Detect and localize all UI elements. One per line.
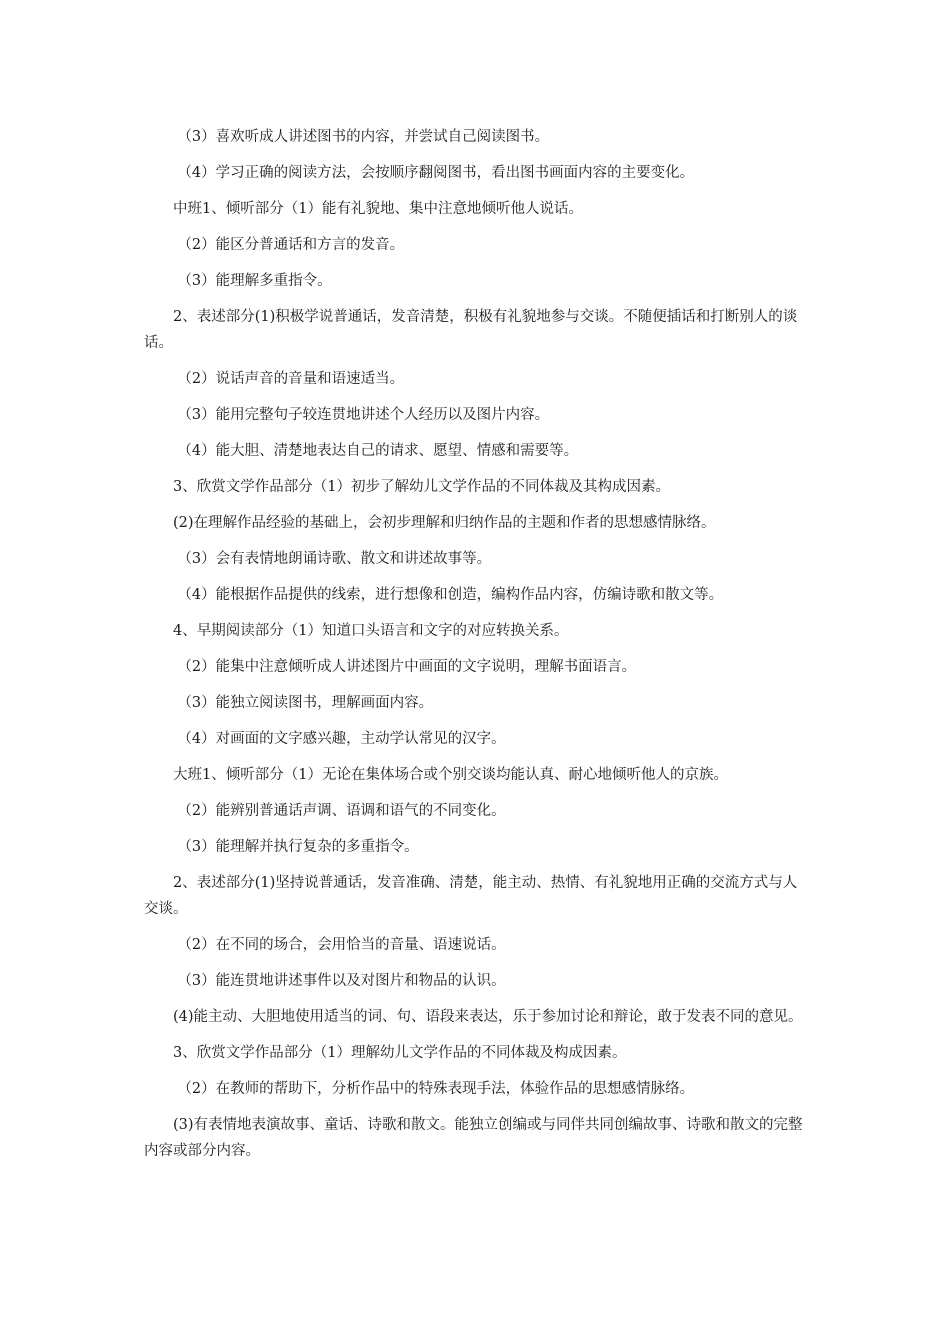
paragraph: （2）在教师的帮助下，分析作品中的特殊表现手法，体验作品的思想感情脉络。 (177, 1081, 695, 1097)
paragraph: （4）能大胆、清楚地表达自己的请求、愿望、情感和需要等。 (177, 443, 579, 459)
section-heading-paragraph: 2、表述部分(1)坚持说普通话，发音准确、清楚，能主动、热情、有礼貌地用正确的交流方式与人交谈。 (144, 875, 798, 917)
document-body (144, 124, 810, 1174)
paragraph: (3)有表情地表演故事、童话、诗歌和散文。能独立创编或与同伴共同创编故事、诗歌和散文的完整内容或部分内容。 (144, 1117, 803, 1159)
section-heading-paragraph: 2、表述部分(1)积极学说普通话，发音清楚，积极有礼貌地参与交谈。不随便插话和打断别人的谈话。 (144, 309, 798, 351)
paragraph: （4）对画面的文字感兴趣，主动学认常见的汉字。 (177, 731, 506, 747)
section-heading-paragraph: 3、欣赏文学作品部分（1）初步了解幼儿文学作品的不同体裁及其构成因素。 (173, 479, 670, 495)
section-heading-paragraph: 4、早期阅读部分（1）知道口头语言和文字的对应转换关系。 (173, 623, 569, 639)
paragraph: （3）能连贯地讲述事件以及对图片和物品的认识。 (177, 973, 506, 989)
paragraph: （4）学习正确的阅读方法，会按顺序翻阅图书，看出图书画面内容的主要变化。 (177, 165, 695, 181)
paragraph: （3）能独立阅读图书，理解画面内容。 (177, 695, 434, 711)
section-heading-paragraph: 中班1、倾听部分（1）能有礼貌地、集中注意地倾听他人说话。 (173, 201, 583, 217)
paragraph: （3）能理解并执行复杂的多重指令。 (177, 839, 419, 855)
paragraph: （3）会有表情地朗诵诗歌、散文和讲述故事等。 (177, 551, 492, 567)
paragraph: （2）说话声音的音量和语速适当。 (177, 371, 405, 387)
paragraph: （4）能根据作品提供的线索，进行想像和创造，编构作品内容，仿编诗歌和散文等。 (177, 587, 724, 603)
paragraph: (4)能主动、大胆地使用适当的词、句、语段来表达，乐于参加讨论和辩论，敢于发表不同的意见。 (173, 1009, 803, 1025)
section-heading-paragraph: 3、欣赏文学作品部分（1）理解幼儿文学作品的不同体裁及构成因素。 (173, 1045, 627, 1061)
section-heading-paragraph: 大班1、倾听部分（1）无论在集体场合或个别交谈均能认真、耐心地倾听他人的京族。 (173, 767, 728, 783)
paragraph: （2）能区分普通话和方言的发音。 (177, 237, 405, 253)
paragraph: （3）能理解多重指令。 (177, 273, 332, 289)
paragraph: （2）在不同的场合，会用恰当的音量、语速说话。 (177, 937, 506, 953)
paragraph: (2)在理解作品经验的基础上，会初步理解和归纳作品的主题和作者的思想感情脉络。 (173, 515, 716, 531)
paragraph: （3）喜欢听成人讲述图书的内容，并尝试自己阅读图书。 (177, 129, 550, 145)
paragraph: （3）能用完整句子较连贯地讲述个人经历以及图片内容。 (177, 407, 550, 423)
paragraph: （2）能辨别普通话声调、语调和语气的不同变化。 (177, 803, 506, 819)
paragraph: （2）能集中注意倾听成人讲述图片中画面的文字说明，理解书面语言。 (177, 659, 637, 675)
